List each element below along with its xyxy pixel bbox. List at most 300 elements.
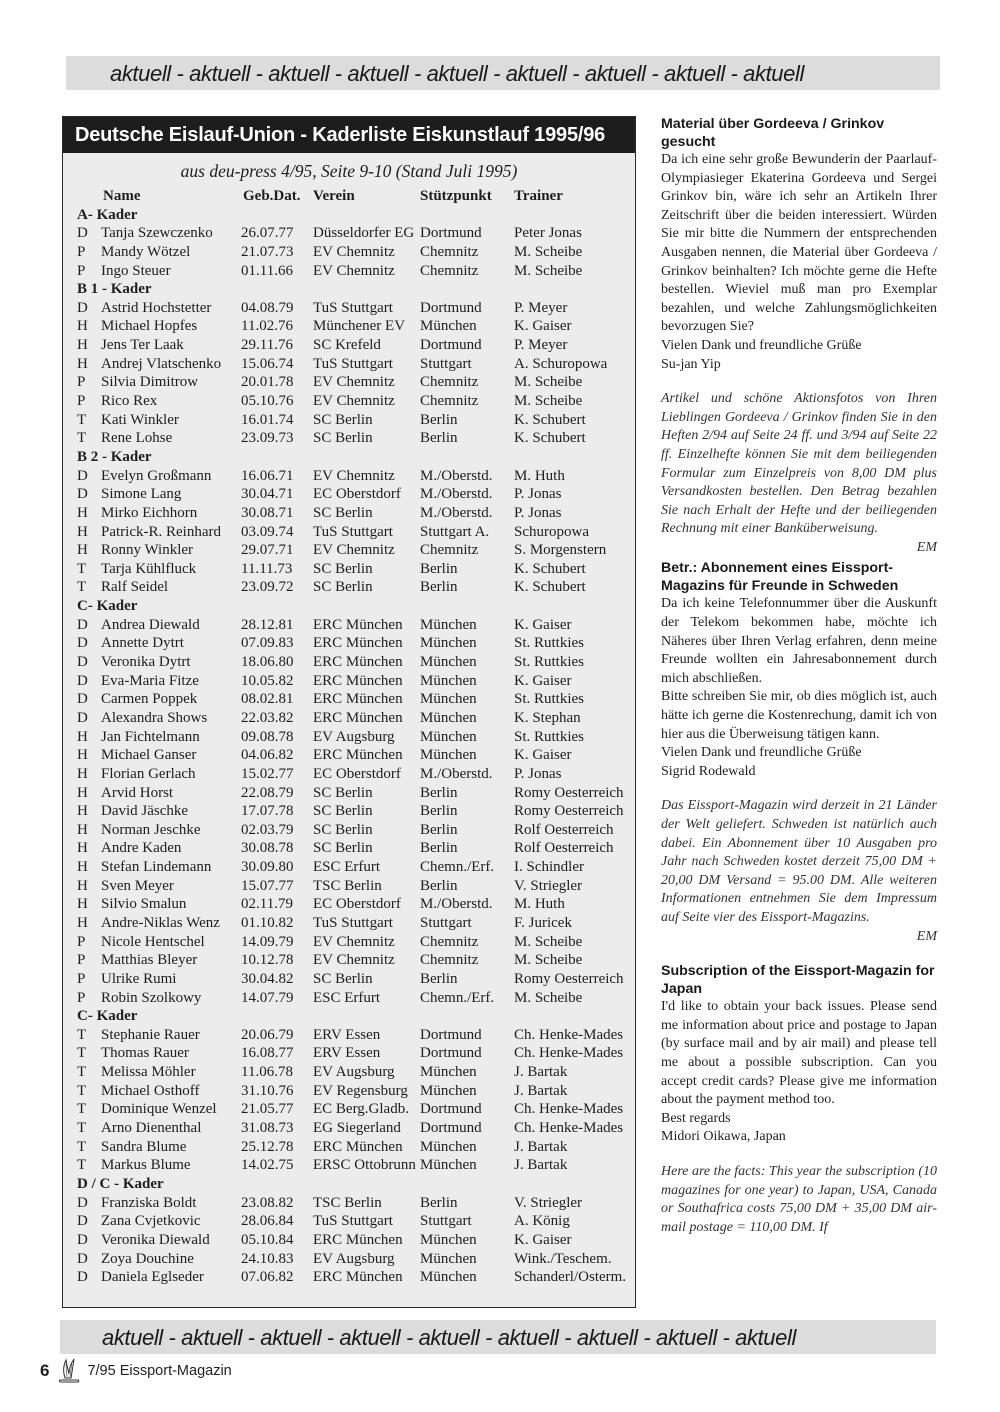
discipline: H xyxy=(77,859,88,876)
club: SC Berlin xyxy=(313,784,373,801)
table-row xyxy=(77,1250,633,1269)
table-row xyxy=(77,839,633,858)
discipline: P xyxy=(77,989,86,1006)
training-base: München xyxy=(420,747,477,764)
training-base: Stuttgart A. xyxy=(420,523,490,540)
discipline: H xyxy=(77,728,88,745)
kader-group-heading xyxy=(77,206,633,225)
discipline: P xyxy=(77,262,86,279)
training-base: München xyxy=(420,318,477,335)
athlete-name: Daniela Eglseder xyxy=(101,1269,204,1286)
discipline: T xyxy=(77,1026,87,1043)
club: ERC München xyxy=(313,672,403,689)
trainer: M. Scheibe xyxy=(514,952,583,969)
table-row xyxy=(77,970,633,989)
birth-date: 01.10.82 xyxy=(241,914,294,931)
discipline: P xyxy=(77,933,86,950)
birth-date: 23.09.72 xyxy=(241,579,294,596)
athlete-name: Silvio Smalun xyxy=(101,896,187,913)
trainer: Romy Oesterreich xyxy=(514,970,624,987)
training-base: M./Oberstd. xyxy=(420,486,493,503)
table-row xyxy=(77,262,633,281)
birth-date: 11.02.76 xyxy=(241,318,293,335)
table-row xyxy=(77,634,633,653)
training-base: München xyxy=(420,672,477,689)
table-row xyxy=(77,1119,633,1138)
table-row xyxy=(77,1212,633,1231)
table-row xyxy=(77,1063,633,1082)
discipline: H xyxy=(77,355,88,372)
table-row xyxy=(77,485,633,504)
col-header-name: Name xyxy=(103,188,141,204)
club: EV Chemnitz xyxy=(313,243,395,260)
athlete-name: Annette Dytrt xyxy=(101,635,184,652)
table-row xyxy=(77,392,633,411)
training-base: München xyxy=(420,1157,477,1174)
editor-signature: EM xyxy=(916,928,937,944)
trainer: M. Scheibe xyxy=(514,393,583,410)
trainer: Ch. Henke-Mades xyxy=(514,1101,624,1118)
athlete-name: Veronika Dytrt xyxy=(101,654,191,671)
editor-reply: Here are the facts: This year the subscription (10 magazines for one year) to Japan, USA, Canada or Southafrica costs 75,00 DM + 35,00 DM air-mail postage = 110,00 DM. If xyxy=(661,1163,937,1235)
birth-date: 07.09.83 xyxy=(241,635,294,652)
letters-column xyxy=(661,115,937,1237)
club: SC Berlin xyxy=(313,970,373,987)
trainer: M. Huth xyxy=(514,896,565,913)
training-base: Berlin xyxy=(420,560,458,577)
birth-date: 11.06.78 xyxy=(241,1064,293,1081)
trainer: M. Huth xyxy=(514,467,565,484)
club: EV Augsburg xyxy=(313,1250,395,1267)
training-base: Berlin xyxy=(420,1194,458,1211)
discipline: H xyxy=(77,542,88,559)
trainer: J. Bartak xyxy=(514,1064,568,1081)
birth-date: 21.05.77 xyxy=(241,1101,294,1118)
birth-date: 30.08.78 xyxy=(241,840,294,857)
kader-group-heading xyxy=(77,1007,633,1026)
table-row xyxy=(77,1194,633,1213)
athlete-name: Andre Kaden xyxy=(101,840,182,857)
training-base: Chemnitz xyxy=(420,933,479,950)
discipline: H xyxy=(77,337,88,354)
club: EG Siegerland xyxy=(313,1120,401,1137)
table-row xyxy=(77,467,633,486)
discipline: T xyxy=(77,1082,87,1099)
training-base: Berlin xyxy=(420,803,458,820)
training-base: Dortmund xyxy=(420,1045,482,1062)
letter-text-2: Bitte schreiben Sie mir, ob dies möglich ist, auch hätte ich gerne die Kostenrechung, damit ich von hier aus die Überweisung tätigen kann. xyxy=(661,689,937,742)
club: EV Augsburg xyxy=(313,1064,395,1081)
col-header-dob: Geb.Dat. xyxy=(243,188,301,204)
training-base: Berlin xyxy=(420,970,458,987)
letter-closing: Vielen Dank und freundliche Grüße xyxy=(661,337,862,353)
athlete-name: Ulrike Rumi xyxy=(101,970,177,987)
club: TSC Berlin xyxy=(313,1194,382,1211)
training-base: Berlin xyxy=(420,784,458,801)
trainer: K. Gaiser xyxy=(514,1231,572,1248)
discipline: P xyxy=(77,243,86,260)
birth-date: 30.09.80 xyxy=(241,859,294,876)
training-base: M./Oberstd. xyxy=(420,765,493,782)
trainer: Schuropowa xyxy=(514,523,589,540)
training-base: Berlin xyxy=(420,877,458,894)
athlete-name: Michael Hopfes xyxy=(101,318,198,335)
club: SC Berlin xyxy=(313,560,373,577)
athlete-name: Astrid Hochstetter xyxy=(101,299,212,316)
discipline: D xyxy=(77,709,88,726)
athlete-name: Jan Fichtelmann xyxy=(101,728,200,745)
publication-label: 7/95 Eissport-Magazin xyxy=(87,1363,232,1379)
discipline: D xyxy=(77,1213,88,1230)
trainer: A. Schuropowa xyxy=(514,355,608,372)
training-base: Dortmund xyxy=(420,1101,482,1118)
training-base: Dortmund xyxy=(420,1120,482,1137)
birth-date: 20.06.79 xyxy=(241,1026,294,1043)
athlete-name: Zana Cvjetkovic xyxy=(101,1213,201,1230)
group-label: B 2 - Kader xyxy=(77,448,152,465)
training-base: München xyxy=(420,635,477,652)
birth-date: 16.06.71 xyxy=(241,467,294,484)
table-row xyxy=(77,429,633,448)
table-row xyxy=(77,1044,633,1063)
club: ERC München xyxy=(313,1231,403,1248)
athlete-name: Arno Dienenthal xyxy=(101,1120,202,1137)
training-base: Chemnitz xyxy=(420,393,479,410)
club: Münchener EV xyxy=(313,318,406,335)
table-row xyxy=(77,1156,633,1175)
table-row xyxy=(77,224,633,243)
discipline: T xyxy=(77,1064,87,1081)
trainer: Rolf Oesterreich xyxy=(514,821,614,838)
editor-reply: Artikel und schöne Aktionsfotos von Ihren Lieblingen Gordeeva / Grinkov finden Sie in den Heften 2/94 auf Seite 24 ff. und 3/94 auf Seite 22 ff. Einzelhefte können Sie mit dem beiliegenden Formular zum Einzelpreis von 8,00 DM plus Versandkosten bestellen. Den Betrag bezahlen Sie nach Erhalt der Hefte und der beiliegenden Rechnung mit einer Banküberweisung. xyxy=(661,391,937,537)
table-row xyxy=(77,578,633,597)
club: ERC München xyxy=(313,616,403,633)
athlete-name: Ingo Steuer xyxy=(101,262,171,279)
athlete-name: Andrea Diewald xyxy=(101,616,200,633)
athlete-name: Arvid Horst xyxy=(101,784,174,801)
club: TuS Stuttgart xyxy=(313,523,393,540)
birth-date: 14.09.79 xyxy=(241,933,294,950)
discipline: T xyxy=(77,560,87,577)
table-row xyxy=(77,802,633,821)
trainer: J. Bartak xyxy=(514,1138,568,1155)
trainer: K. Schubert xyxy=(514,430,586,447)
birth-date: 05.10.84 xyxy=(241,1231,294,1248)
group-label: D / C - Kader xyxy=(77,1175,164,1192)
discipline: P xyxy=(77,374,86,391)
page-number: 6 xyxy=(40,1361,50,1380)
birth-date: 24.10.83 xyxy=(241,1250,294,1267)
training-base: Dortmund xyxy=(420,299,482,316)
athlete-name: Kati Winkler xyxy=(101,411,179,428)
birth-date: 16.08.77 xyxy=(241,1045,294,1062)
trainer: Ch. Henke-Mades xyxy=(514,1120,624,1137)
kader-title: Deutsche Eislauf-Union - Kaderliste Eiskunstlauf 1995/96 xyxy=(63,117,635,153)
athlete-name: Nicole Hentschel xyxy=(101,933,205,950)
discipline: D xyxy=(77,1194,88,1211)
article-heading: Betr.: Abonnement eines Eissport-Magazins für Freunde in Schweden xyxy=(661,560,899,595)
club: TSC Berlin xyxy=(313,877,382,894)
athlete-name: David Jäschke xyxy=(101,803,189,820)
training-base: Chemnitz xyxy=(420,952,479,969)
training-base: Berlin xyxy=(420,411,458,428)
training-base: München xyxy=(420,1138,477,1155)
birth-date: 14.07.79 xyxy=(241,989,294,1006)
trainer: V. Striegler xyxy=(514,877,583,894)
birth-date: 03.09.74 xyxy=(241,523,294,540)
birth-date: 05.10.76 xyxy=(241,393,294,410)
trainer: J. Bartak xyxy=(514,1157,568,1174)
table-row xyxy=(77,951,633,970)
club: EV Chemnitz xyxy=(313,467,395,484)
discipline: H xyxy=(77,784,88,801)
table-row xyxy=(77,895,633,914)
trainer: P. Meyer xyxy=(514,299,568,316)
club: TuS Stuttgart xyxy=(313,1213,393,1230)
table-row xyxy=(77,989,633,1008)
trainer: Rolf Oesterreich xyxy=(514,840,614,857)
discipline: T xyxy=(77,1101,87,1118)
discipline: D xyxy=(77,1231,88,1248)
club: ESC Erfurt xyxy=(313,859,381,876)
training-base: Berlin xyxy=(420,579,458,596)
club: SC Berlin xyxy=(313,803,373,820)
group-label: A- Kader xyxy=(77,206,138,223)
discipline: H xyxy=(77,747,88,764)
discipline: D xyxy=(77,299,88,316)
athlete-name: Evelyn Großmann xyxy=(101,467,212,484)
club: EV Chemnitz xyxy=(313,933,395,950)
athlete-name: Stephanie Rauer xyxy=(101,1026,200,1043)
table-row xyxy=(77,858,633,877)
birth-date: 30.08.71 xyxy=(241,504,294,521)
trainer: V. Striegler xyxy=(514,1194,583,1211)
editor-reply: Das Eissport-Magazin wird derzeit in 21 Länder der Welt geliefert. Schweden ist natürlich auch dabei. Ein Abonnement über 10 Ausgaben pro Jahr nach Schweden kostet derzeit 75,00 DM + 20,00 DM Versand = 95.00 DM. Alle weiteren Informationen entnehmen Sie dem Impressum auf Seite vier des Eissport-Magazins. xyxy=(661,798,937,925)
birth-date: 11.11.73 xyxy=(241,560,293,577)
birth-date: 17.07.78 xyxy=(241,803,294,820)
club: EV Chemnitz xyxy=(313,542,395,559)
athlete-name: Patrick-R. Reinhard xyxy=(101,523,221,540)
trainer: J. Bartak xyxy=(514,1082,568,1099)
aktuell-banner-bottom: aktuell - aktuell - aktuell - aktuell - aktuell - aktuell - aktuell - aktuell - aktuell xyxy=(60,1320,936,1354)
discipline: D xyxy=(77,225,88,242)
birth-date: 09.08.78 xyxy=(241,728,294,745)
athlete-name: Stefan Lindemann xyxy=(101,859,212,876)
trainer: M. Scheibe xyxy=(514,243,583,260)
discipline: P xyxy=(77,952,86,969)
trainer: St. Ruttkies xyxy=(514,691,585,708)
letter-closing: Best regards xyxy=(661,1110,731,1126)
athlete-name: Robin Szolkowy xyxy=(101,989,202,1006)
birth-date: 02.11.79 xyxy=(241,896,293,913)
club: SC Berlin xyxy=(313,579,373,596)
editor-signature: EM xyxy=(916,539,937,555)
club: Düsseldorfer EG xyxy=(313,225,415,242)
discipline: D xyxy=(77,672,88,689)
club: EV Chemnitz xyxy=(313,374,395,391)
kader-group-heading xyxy=(77,280,633,299)
trainer: Schanderl/Osterm. xyxy=(514,1269,627,1286)
birth-date: 31.10.76 xyxy=(241,1082,294,1099)
discipline: H xyxy=(77,914,88,931)
table-row xyxy=(77,299,633,318)
table-row xyxy=(77,373,633,392)
discipline: D xyxy=(77,654,88,671)
table-row xyxy=(77,504,633,523)
discipline: T xyxy=(77,430,87,447)
birth-date: 10.05.82 xyxy=(241,672,294,689)
table-row xyxy=(77,653,633,672)
club: TuS Stuttgart xyxy=(313,299,393,316)
discipline: H xyxy=(77,523,88,540)
discipline: H xyxy=(77,803,88,820)
training-base: M./Oberstd. xyxy=(420,504,493,521)
discipline: D xyxy=(77,1269,88,1286)
trainer: K. Schubert xyxy=(514,411,586,428)
club: EC Oberstdorf xyxy=(313,765,401,782)
table-row xyxy=(77,317,633,336)
club: EV Augsburg xyxy=(313,728,395,745)
letter-text: Da ich keine Telefonnummer über die Auskunft der Telekom bekommen habe, möchte ich Näheres über Ihren Verlag erfahren, denn meine Freunde wollten ein Jahresabonnement durch mich abschließen. xyxy=(661,596,937,686)
trainer: K. Gaiser xyxy=(514,616,572,633)
trainer: K. Gaiser xyxy=(514,318,572,335)
club: SC Berlin xyxy=(313,840,373,857)
table-row xyxy=(77,728,633,747)
kader-group-heading xyxy=(77,448,633,467)
birth-date: 26.07.77 xyxy=(241,225,294,242)
discipline: T xyxy=(77,1045,87,1062)
birth-date: 23.09.73 xyxy=(241,430,294,447)
club: SC Krefeld xyxy=(313,337,381,354)
club: ERC München xyxy=(313,1269,403,1286)
birth-date: 29.11.76 xyxy=(241,337,293,354)
club: SC Berlin xyxy=(313,430,373,447)
discipline: D xyxy=(77,467,88,484)
trainer: St. Ruttkies xyxy=(514,635,585,652)
birth-date: 21.07.73 xyxy=(241,243,294,260)
col-header-base: Stützpunkt xyxy=(420,188,492,204)
letter-body xyxy=(661,998,937,1147)
athlete-name: Michael Ganser xyxy=(101,747,197,764)
birth-date: 02.03.79 xyxy=(241,821,294,838)
club: ERC München xyxy=(313,747,403,764)
article-gordeeva xyxy=(661,115,937,557)
training-base: München xyxy=(420,1269,477,1286)
club: SC Berlin xyxy=(313,821,373,838)
birth-date: 25.12.78 xyxy=(241,1138,294,1155)
athlete-name: Michael Osthoff xyxy=(101,1082,200,1099)
club: EV Chemnitz xyxy=(313,262,395,279)
table-row xyxy=(77,821,633,840)
trainer: Romy Oesterreich xyxy=(514,803,624,820)
club: EC Oberstdorf xyxy=(313,486,401,503)
athlete-name: Mirko Eichhorn xyxy=(101,504,198,521)
training-base: M./Oberstd. xyxy=(420,467,493,484)
kader-group-heading xyxy=(77,597,633,616)
training-base: München xyxy=(420,654,477,671)
birth-date: 23.08.82 xyxy=(241,1194,294,1211)
table-row xyxy=(77,746,633,765)
trainer: Peter Jonas xyxy=(514,225,582,242)
discipline: T xyxy=(77,579,87,596)
group-label: B 1 - Kader xyxy=(77,281,152,298)
athlete-name: Tarja Kühlfluck xyxy=(101,560,197,577)
athlete-name: Zoya Douchine xyxy=(101,1250,194,1267)
club: SC Berlin xyxy=(313,504,373,521)
table-row xyxy=(77,1138,633,1157)
training-base: München xyxy=(420,709,477,726)
training-base: Chemn./Erf. xyxy=(420,859,495,876)
athlete-name: Markus Blume xyxy=(101,1157,191,1174)
athlete-name: Rico Rex xyxy=(101,393,158,410)
table-row xyxy=(77,336,633,355)
club: ERV Essen xyxy=(313,1026,381,1043)
athlete-name: Veronika Diewald xyxy=(101,1231,210,1248)
article-heading: Subscription of the Eissport-Magazin for Japan xyxy=(661,963,935,998)
aktuell-banner-top: aktuell - aktuell - aktuell - aktuell - aktuell - aktuell - aktuell - aktuell - aktuell xyxy=(66,56,940,90)
table-row xyxy=(77,914,633,933)
trainer: Romy Oesterreich xyxy=(514,784,624,801)
table-row xyxy=(77,616,633,635)
group-label: C- Kader xyxy=(77,1008,138,1025)
training-base: Berlin xyxy=(420,430,458,447)
training-base: Chemnitz xyxy=(420,542,479,559)
birth-date: 15.02.77 xyxy=(241,765,294,782)
birth-date: 04.08.79 xyxy=(241,299,294,316)
discipline: H xyxy=(77,504,88,521)
club: EC Oberstdorf xyxy=(313,896,401,913)
letter-author: Midori Oikawa, Japan xyxy=(661,1129,786,1145)
athlete-name: Andrej Vlatschenko xyxy=(101,355,222,372)
training-base: Berlin xyxy=(420,821,458,838)
athlete-name: Franziska Boldt xyxy=(101,1194,197,1211)
training-base: München xyxy=(420,1064,477,1081)
discipline: P xyxy=(77,970,86,987)
page-footer xyxy=(40,1357,232,1385)
col-header-trainer: Trainer xyxy=(514,188,563,204)
ice-skate-icon xyxy=(57,1358,81,1384)
training-base: Chemnitz xyxy=(420,243,479,260)
birth-date: 30.04.82 xyxy=(241,970,294,987)
training-base: München xyxy=(420,728,477,745)
club: SC Berlin xyxy=(313,411,373,428)
table-row xyxy=(77,523,633,542)
trainer: K. Schubert xyxy=(514,560,586,577)
discipline: T xyxy=(77,1138,87,1155)
training-base: München xyxy=(420,1082,477,1099)
trainer: M. Scheibe xyxy=(514,262,583,279)
trainer: K. Gaiser xyxy=(514,747,572,764)
letter-closing: Vielen Dank und freundliche Grüße xyxy=(661,745,862,761)
table-row xyxy=(77,765,633,784)
trainer: F. Juricek xyxy=(514,914,572,931)
trainer: M. Scheibe xyxy=(514,933,583,950)
birth-date: 20.01.78 xyxy=(241,374,294,391)
letter-text: I'd like to obtain your back issues. Please send me information about price and postage to Japan (by surface mail and by air mail) and please tell me about a possible subscription. Can you accept credit cards? Please give me information about the payment method too. xyxy=(661,999,937,1108)
athlete-name: Silvia Dimitrow xyxy=(101,374,199,391)
article-heading: Material über Gordeeva / Grinkov gesucht xyxy=(661,116,885,150)
birth-date: 15.06.74 xyxy=(241,355,294,372)
training-base: Chemnitz xyxy=(420,262,479,279)
table-row xyxy=(77,243,633,262)
table-row xyxy=(77,933,633,952)
club: EC Berg.Gladb. xyxy=(313,1101,409,1118)
training-base: München xyxy=(420,616,477,633)
birth-date: 28.06.84 xyxy=(241,1213,294,1230)
birth-date: 15.07.77 xyxy=(241,877,294,894)
training-base: München xyxy=(420,691,477,708)
birth-date: 22.03.82 xyxy=(241,709,294,726)
